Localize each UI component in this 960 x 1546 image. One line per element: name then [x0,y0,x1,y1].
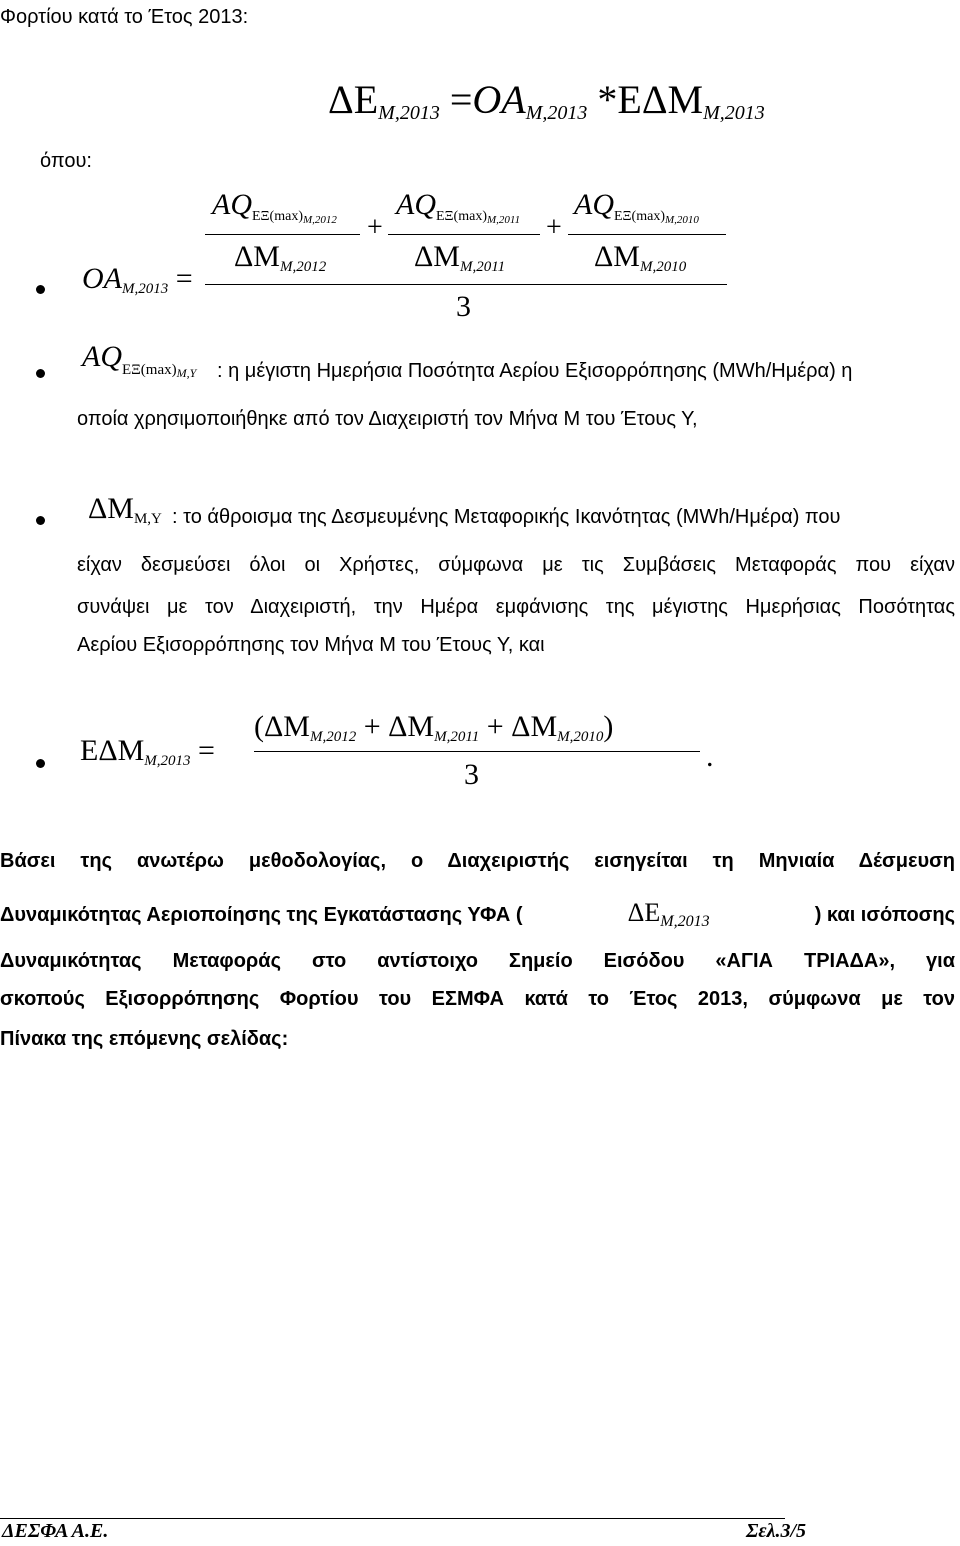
aq-sub: ΕΞ(max) [436,209,487,224]
eq-oa-frac-line-1 [205,234,360,235]
footer-page-number: Σελ.3/5 [746,1520,807,1542]
plus-sign: + [363,710,381,743]
eq-edm-numerator [254,710,613,746]
edm-sub: M,2013 [144,753,191,769]
eq-oa-num-1 [212,188,337,226]
conclusion-line-1: Βάσει της ανωτέρω μεθοδολογίας, ο Διαχειριστής εισηγείται τη Μηνιαία Δέσμευση [0,850,955,872]
def-dm-line-3: συνάψει με τον Διαχειριστή, την Ημέρα εμφάνισης της μέγιστης Ημερήσιας Ποσότητας [77,596,955,618]
footer-company: ΔΕΣΦΑ Α.Ε. [2,1520,109,1542]
eq-oa-denominator: 3 [456,290,471,323]
dm-symbol: ΔΜ [264,710,310,743]
aq-symbol: AQ [574,188,614,221]
aq-subsub: M,2012 [302,214,337,226]
de-sub: M,2013 [660,913,710,930]
def-dm-line-4: Αερίου Εξισορρόπησης τον Μήνα Μ του Έτους Υ, και [77,634,545,656]
close-paren: ) [603,710,614,743]
where-label: όπου: [40,150,92,172]
eq-main-edm: ΕΔΜ [617,77,704,122]
dm-symbol: ΔΜ [511,710,558,743]
dm-sub: M,2012 [309,729,357,745]
aq-sub: ΕΞ(max) [122,362,177,378]
bullet [36,516,45,525]
dm-sub: M,2010 [639,259,687,275]
eq-oa-num-3 [574,188,699,226]
eq-edm-fraction-line [254,751,700,752]
dm-symbol: ΔΜ [388,710,435,743]
eq-oa-lhs [82,262,193,298]
eq-oa-den-1 [234,240,326,276]
dm-sub: M,2011 [459,259,506,275]
eq-edm-denominator: 3 [464,758,479,791]
conclusion-line-2-start: Δυναμικότητας Αεριοποίησης της Εγκατάστασης ΥΦΑ ( [0,904,523,926]
eq-oa-num-2 [396,188,520,226]
eq-oa-lhs-sub: M,2013 [122,281,169,297]
aq-symbol: AQ [82,340,122,373]
def-dm-line-1: : το άθροισμα της Δεσμευμένης Μεταφορικής Ικανότητας (MWh/Ημέρα) που [172,506,841,528]
aq-subsub: M,Y [176,366,197,380]
conclusion-symbol [628,898,710,937]
eq-main-oa: OA [472,77,526,122]
def-dm-symbol [88,492,162,528]
dm-symbol: ΔΜ [414,240,460,273]
section-heading: Φορτίου κατά το Έτος 2013: [0,6,249,28]
eq-oa-main-fraction-line [205,284,727,285]
eq-main-multiply: * [597,77,618,122]
def-aq-line-1: : η μέγιστη Ημερήσια Ποσότητα Αερίου Εξισορρόπησης (MWh/Ημέρα) η [217,360,853,382]
dm-symbol: ΔΜ [594,240,640,273]
edm-symbol: ΕΔΜ [80,734,145,767]
eq-oa-plus-1: + [367,212,383,243]
def-dm-line-2: είχαν δεσμεύσει όλοι οι Χρήστες, σύμφωνα με τις Συμβάσεις Μεταφοράς που είχαν [77,554,955,576]
dm-sub: M,Y [133,511,162,527]
de-symbol: ΔΕ [627,898,661,927]
eq-oa-lhs-symbol: OA [82,262,122,295]
eq-oa-frac-line-2 [388,234,540,235]
conclusion-line-2 [0,898,955,937]
eq-oa-den-2 [414,240,505,276]
conclusion-line-4: σκοπούς Εξισορρόπησης Φορτίου του ΕΣΜΦΑ κατά το Έτος 2013, σύμφωνα με τον [0,988,955,1010]
open-paren: ( [254,710,264,743]
equation-main [328,76,765,125]
dm-sub: M,2011 [434,729,480,745]
eq-main-lhs: ΔΕ [328,77,379,122]
aq-sub: ΕΞ(max) [252,209,303,224]
def-aq-line-2: οποία χρησιμοποιήθηκε από τον Διαχειριστή τον Μήνα Μ του Έτους Υ, [77,408,698,430]
conclusion-line-2-end: ) και ισόποσης [814,904,955,926]
eq-main-oa-sub: M,2013 [525,102,588,124]
eq-edm-lhs [80,734,215,770]
aq-subsub: M,2011 [486,214,521,226]
aq-subsub: M,2010 [664,214,699,226]
aq-symbol: AQ [396,188,436,221]
eq-oa-plus-2: + [546,212,562,243]
dm-symbol: ΔΜ [88,492,134,525]
eq-oa-equals: = [175,262,193,295]
eq-main-lhs-sub: M,2013 [378,102,440,124]
eq-oa-den-3 [594,240,686,276]
dm-sub: M,2010 [557,729,604,745]
dm-sub: M,2012 [279,259,327,275]
eq-main-equals: = [449,77,473,122]
footer-rule [0,1518,785,1519]
conclusion-line-3: Δυναμικότητας Μεταφοράς στο αντίστοιχο Σημείο Εισόδου «ΑΓΙΑ ΤΡΙΑΔΑ», για [0,950,955,972]
eq-oa-frac-line-3 [568,234,726,235]
conclusion-line-5: Πίνακα της επόμενης σελίδας: [0,1028,289,1050]
bullet [36,759,45,768]
bullet [36,285,45,294]
eq-edm-period: . [706,740,714,773]
aq-sub: ΕΞ(max) [614,209,665,224]
eq-main-edm-sub: M,2013 [703,102,765,124]
plus-sign: + [486,710,504,743]
bullet [36,369,45,378]
aq-symbol: AQ [212,188,252,221]
def-aq-symbol [82,340,196,381]
dm-symbol: ΔΜ [234,240,280,273]
eq-edm-equals: = [198,734,215,767]
